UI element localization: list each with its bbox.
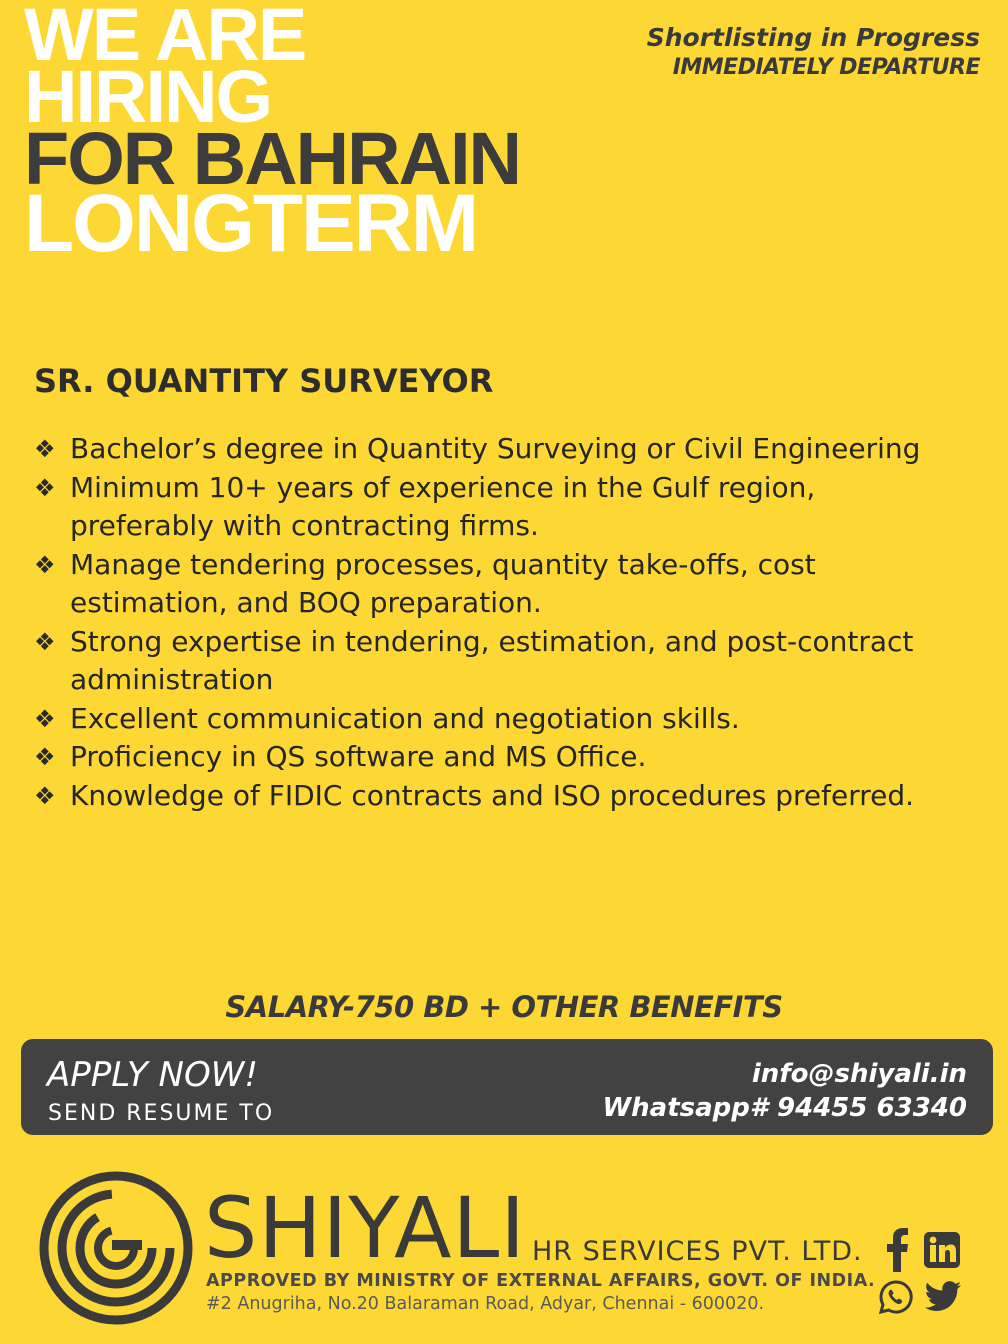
apply-now-title: APPLY NOW! [47,1055,258,1095]
requirement-item [34,738,934,777]
job-title: SR. QUANTITY SURVEYOR [34,362,494,400]
headline-line-1: WE ARE [24,0,306,76]
approval-text: APPROVED BY MINISTRY OF EXTERNAL AFFAIRS, GOVT. OF INDIA. [206,1271,876,1291]
requirements-list [34,430,934,815]
company-address: #2 Anugriha, No.20 Balaraman Road, Adyar, Chennai - 600020. [206,1294,765,1314]
shortlisting-text: Shortlisting in Progress [646,23,980,52]
apply-bar [21,1039,993,1135]
diamond-bullet-icon: ❖ [34,704,56,733]
diamond-bullet-icon: ❖ [34,781,56,810]
company-name: SHIYALI [204,1179,527,1277]
departure-text: IMMEDIATELY DEPARTURE [672,55,980,80]
email-link[interactable]: info@shiyali.in [751,1059,967,1089]
salary-text: SALARY-750 BD + OTHER BENEFITS [225,990,783,1024]
facebook-icon[interactable] [884,1228,910,1272]
diamond-bullet-icon: ❖ [34,550,56,579]
requirement-text: Bachelor’s degree in Quantity Surveying or Civil Engineering [70,432,921,465]
requirement-text: Proficiency in QS software and MS Office. [70,740,647,773]
requirement-item [34,469,934,546]
requirement-text: Excellent communication and negotiation skills. [70,701,740,735]
requirement-item [34,430,934,469]
diamond-bullet-icon: ❖ [34,743,56,771]
diamond-bullet-icon: ❖ [34,627,56,656]
diamond-bullet-icon: ❖ [34,473,56,502]
twitter-icon[interactable] [924,1281,962,1315]
diamond-bullet-icon: ❖ [34,435,56,463]
status-notice [647,22,980,82]
requirement-item [34,700,934,739]
headline-line-2: HIRING [24,55,271,139]
whatsapp-contact[interactable]: Whatsapp# 94455 63340 [602,1093,967,1123]
whatsapp-icon[interactable] [878,1279,914,1315]
headline-line-3: FOR BAHRAIN [24,117,520,201]
requirement-text: Strong expertise in tendering, estimation, and post-contract administration [70,624,914,696]
headline-line-4: LONGTERM [24,178,478,270]
requirement-text: Manage tendering processes, quantity take-offs, cost estimation, and BOQ preparation. [70,547,816,619]
requirement-item [34,777,934,816]
linkedin-icon[interactable] [924,1232,960,1268]
company-suffix: HR SERVICES PVT. LTD. [532,1236,863,1267]
send-resume-label: SEND RESUME TO [48,1101,275,1126]
requirement-item [34,623,934,700]
requirement-text: Minimum 10+ years of experience in the Gulf region, preferably with contracting firms. [70,470,816,542]
headline [24,0,520,270]
requirement-item [34,546,934,623]
requirement-text: Knowledge of FIDIC contracts and ISO procedures preferred. [70,778,915,812]
shiyali-logo-icon [38,1170,194,1326]
